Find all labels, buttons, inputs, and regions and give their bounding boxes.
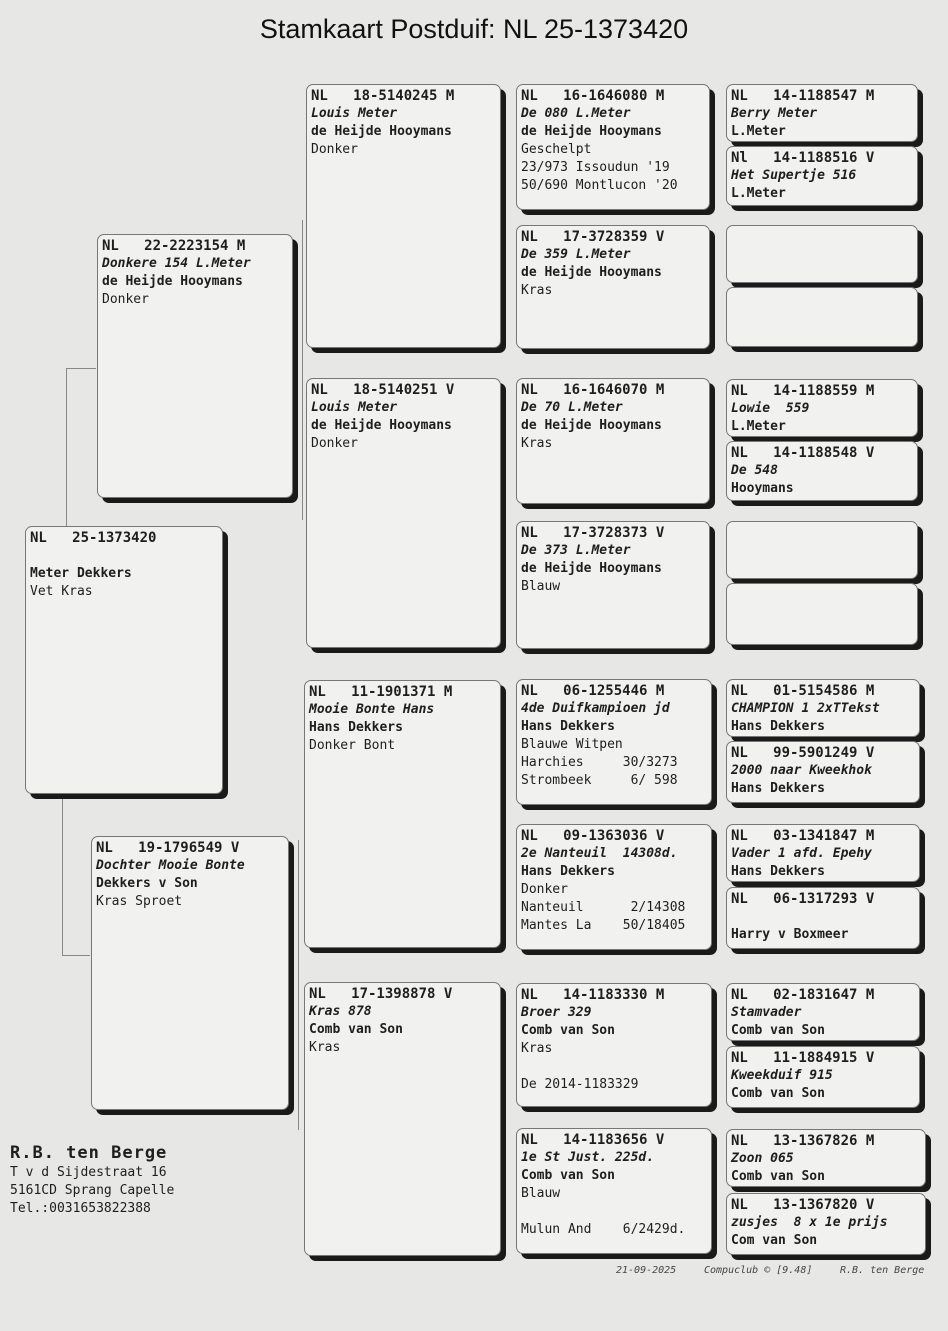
- pedigree-line: Blauwe Witpen: [521, 737, 623, 752]
- connector-line: [302, 220, 303, 520]
- pedigree-line: Het Supertje 516: [731, 168, 857, 183]
- ring-number: NL 18-5140251 V: [311, 382, 455, 398]
- connector-line: [66, 368, 96, 369]
- ring-number: Nl 14-1188516 V: [731, 150, 875, 166]
- pedigree-line: Comb van Son: [521, 1023, 615, 1038]
- pedigree-line: Broer 329: [521, 1005, 592, 1020]
- pedigree-box-mother[interactable]: [91, 836, 289, 1110]
- pedigree-box-mffm[interactable]: [726, 741, 920, 803]
- ring-number: NL 13-1367826 M: [731, 1133, 875, 1149]
- pedigree-line: Mantes La 50/18405: [521, 918, 686, 933]
- pedigree-line: Hooymans: [731, 481, 794, 496]
- pedigree-line: Hans Dekkers: [731, 864, 825, 879]
- owner-name: R.B. ten Berge: [10, 1143, 168, 1163]
- pedigree-line: Berry Meter: [731, 106, 818, 121]
- pedigree-line: Mooie Bonte Hans: [309, 702, 435, 717]
- pedigree-line: Harry v Boxmeer: [731, 927, 849, 942]
- pedigree-box-ffmf[interactable]: [726, 225, 918, 283]
- pedigree-line: Dochter Mooie Bonte: [96, 858, 245, 873]
- connector-line: [298, 840, 299, 1130]
- ring-number: NL 11-1884915 V: [731, 1050, 875, 1066]
- pedigree-line: Kras: [521, 436, 553, 451]
- pedigree-line: De 359 L.Meter: [521, 247, 631, 262]
- pedigree-line: Comb van Son: [521, 1168, 615, 1183]
- pedigree-line: Geschelpt: [521, 142, 592, 157]
- ring-number: NL 14-1188559 M: [731, 383, 875, 399]
- pedigree-box-mmmf[interactable]: [726, 1129, 926, 1187]
- pedigree-box-ffmm[interactable]: [726, 287, 918, 347]
- pedigree-line: 23/973 Issoudun '19: [521, 160, 670, 175]
- pedigree-box-subject[interactable]: [25, 526, 223, 794]
- pedigree-box-fmm[interactable]: [516, 521, 710, 649]
- pedigree-box-father[interactable]: [97, 234, 293, 498]
- pedigree-line: zusjes 8 x 1e prijs: [731, 1215, 888, 1230]
- pedigree-box-mother-father[interactable]: [304, 680, 501, 948]
- pedigree-line: 1e St Just. 225d.: [521, 1150, 655, 1165]
- ring-number: NL 99-5901249 V: [731, 745, 875, 761]
- ring-number: NL 14-1188547 M: [731, 88, 875, 104]
- pedigree-line: Donker: [311, 142, 358, 157]
- pedigree-line: L.Meter: [731, 124, 786, 139]
- pedigree-line: de Heijde Hooymans: [521, 265, 662, 280]
- connector-line: [62, 796, 63, 956]
- connector-line: [66, 368, 67, 528]
- pedigree-line: Comb van Son: [731, 1169, 825, 1184]
- ring-number: NL 11-1901371 M: [309, 684, 453, 700]
- pedigree-line: de Heijde Hooymans: [521, 418, 662, 433]
- pedigree-line: Comb van Son: [731, 1023, 825, 1038]
- pedigree-line: de Heijde Hooymans: [311, 418, 452, 433]
- pedigree-line: De 080 L.Meter: [521, 106, 631, 121]
- pedigree-line: Stamvader: [731, 1005, 802, 1020]
- pedigree-line: 4de Duifkampioen jd: [521, 701, 670, 716]
- pedigree-line: De 70 L.Meter: [521, 400, 623, 415]
- ring-number: NL 14-1183656 V: [521, 1132, 665, 1148]
- pedigree-line: de Heijde Hooymans: [102, 274, 243, 289]
- pedigree-line: [521, 1203, 707, 1221]
- ring-number: NL 22-2223154 M: [102, 238, 246, 254]
- ring-number: NL 06-1255446 M: [521, 683, 665, 699]
- pedigree-line: Com van Son: [731, 1233, 818, 1248]
- pedigree-line: Kras Sproet: [96, 894, 183, 909]
- pedigree-line: Donker Bont: [309, 738, 396, 753]
- pedigree-line: Hans Dekkers: [521, 719, 615, 734]
- pedigree-line: Kras: [309, 1040, 341, 1055]
- pedigree-line: Blauw: [521, 579, 561, 594]
- pedigree-line: Donker: [311, 436, 358, 451]
- ring-number: NL 17-3728359 V: [521, 229, 665, 245]
- pedigree-box-mmm[interactable]: [516, 1128, 712, 1254]
- pedigree-line: De 373 L.Meter: [521, 543, 631, 558]
- pedigree-box-mmfm[interactable]: [726, 1046, 920, 1108]
- pedigree-line: [30, 547, 218, 565]
- pedigree-line: L.Meter: [731, 419, 786, 434]
- pedigree-line: de Heijde Hooymans: [521, 124, 662, 139]
- pedigree-line: Louis Meter: [311, 106, 398, 121]
- pedigree-line: Harchies 30/3273: [521, 755, 678, 770]
- pedigree-line: Kras: [521, 1041, 553, 1056]
- pedigree-box-mfmf[interactable]: [726, 824, 920, 882]
- pedigree-box-fmmm[interactable]: [726, 583, 918, 645]
- footer-software: Compuclub © [9.48]: [704, 1265, 813, 1276]
- pedigree-line: Kweekduif 915: [731, 1068, 833, 1083]
- pedigree-line: Vader 1 afd. Epehy: [731, 846, 872, 861]
- owner-phone: Tel.:0031653822388: [10, 1201, 151, 1216]
- pedigree-line: Donker: [102, 292, 149, 307]
- ring-number: NL 17-3728373 V: [521, 525, 665, 541]
- pedigree-line: [521, 1058, 707, 1076]
- pedigree-line: 50/690 Montlucon '20: [521, 178, 678, 193]
- pedigree-line: Hans Dekkers: [731, 719, 825, 734]
- ring-number: NL 02-1831647 M: [731, 987, 875, 1003]
- pedigree-box-ffff[interactable]: [726, 84, 918, 142]
- pedigree-line: Mulun And 6/2429d.: [521, 1222, 686, 1237]
- pedigree-box-mmmm[interactable]: [726, 1193, 926, 1255]
- pedigree-line: Blauw: [521, 1186, 561, 1201]
- pedigree-box-mother-mother[interactable]: [304, 982, 501, 1256]
- pedigree-line: Hans Dekkers: [521, 864, 615, 879]
- pedigree-line: Donkere 154 L.Meter: [102, 256, 251, 271]
- pedigree-box-father-mother[interactable]: [306, 378, 501, 648]
- pedigree-box-fffm[interactable]: [726, 146, 918, 206]
- connector-line: [62, 955, 90, 956]
- ring-number: NL 09-1363036 V: [521, 828, 665, 844]
- pedigree-line: Kras 878: [309, 1004, 372, 1019]
- pedigree-line: Meter Dekkers: [30, 566, 132, 581]
- pedigree-box-mfmm[interactable]: [726, 887, 920, 949]
- ring-number: NL 16-1646070 M: [521, 382, 665, 398]
- pedigree-line: Louis Meter: [311, 400, 398, 415]
- pedigree-line: Hans Dekkers: [731, 781, 825, 796]
- owner-address: [10, 1142, 174, 1218]
- pedigree-line: Comb van Son: [309, 1022, 403, 1037]
- pedigree-line: L.Meter: [731, 186, 786, 201]
- pedigree-line: Vet Kras: [30, 584, 93, 599]
- ring-number: NL 13-1367820 V: [731, 1197, 875, 1213]
- pedigree-box-fmfm[interactable]: [726, 441, 918, 501]
- pedigree-box-mmf[interactable]: [516, 983, 712, 1107]
- pedigree-box-fmf[interactable]: [516, 378, 710, 504]
- pedigree-box-mff[interactable]: [516, 679, 712, 805]
- footer-author: R.B. ten Berge: [840, 1265, 925, 1276]
- pedigree-line: Nanteuil 2/14308: [521, 900, 686, 915]
- pedigree-line: Donker: [521, 882, 568, 897]
- pedigree-line: Hans Dekkers: [309, 720, 403, 735]
- pedigree-line: de Heijde Hooymans: [311, 124, 452, 139]
- ring-number: NL 17-1398878 V: [309, 986, 453, 1002]
- pedigree-box-mfm[interactable]: [516, 824, 712, 950]
- pedigree-box-mmff[interactable]: [726, 983, 920, 1041]
- pedigree-box-ffm[interactable]: [516, 225, 710, 349]
- ring-number: NL 16-1646080 M: [521, 88, 665, 104]
- ring-number: NL 01-5154586 M: [731, 683, 875, 699]
- pedigree-line: De 2014-1183329: [521, 1077, 639, 1092]
- pedigree-line: [731, 908, 915, 926]
- pedigree-line: Comb van Son: [731, 1086, 825, 1101]
- pedigree-line: Zoon 065: [731, 1151, 794, 1166]
- page-title: Stamkaart Postduif: NL 25-1373420: [259, 14, 689, 44]
- pedigree-line: 2000 naar Kweekhok: [731, 763, 872, 778]
- pedigree-line: De 548: [731, 463, 778, 478]
- ring-number: NL 06-1317293 V: [731, 891, 875, 907]
- owner-street: T v d Sijdestraat 16: [10, 1165, 167, 1180]
- pedigree-line: Lowie 559: [731, 401, 810, 416]
- pedigree-line: de Heijde Hooymans: [521, 561, 662, 576]
- pedigree-box-fff[interactable]: [516, 84, 710, 210]
- ring-number: NL 25-1373420: [30, 530, 157, 546]
- pedigree-box-fmmf[interactable]: [726, 521, 918, 579]
- ring-number: NL 14-1188548 V: [731, 445, 875, 461]
- pedigree-box-father-father[interactable]: [306, 84, 501, 348]
- ring-number: NL 14-1183330 M: [521, 987, 665, 1003]
- pedigree-line: Strombeek 6/ 598: [521, 773, 678, 788]
- owner-city: 5161CD Sprang Capelle: [10, 1183, 175, 1198]
- pedigree-line: Kras: [521, 283, 553, 298]
- ring-number: NL 18-5140245 M: [311, 88, 455, 104]
- pedigree-line: CHAMPION 1 2xTTekst: [731, 701, 880, 716]
- pedigree-line: Dekkers v Son: [96, 876, 198, 891]
- pedigree-line: 2e Nanteuil 14308d.: [521, 846, 678, 861]
- footer-date: 21-09-2025: [616, 1265, 677, 1276]
- ring-number: NL 19-1796549 V: [96, 840, 240, 856]
- ring-number: NL 03-1341847 M: [731, 828, 875, 844]
- pedigree-box-mfff[interactable]: [726, 679, 920, 737]
- pedigree-box-fmff[interactable]: [726, 379, 918, 437]
